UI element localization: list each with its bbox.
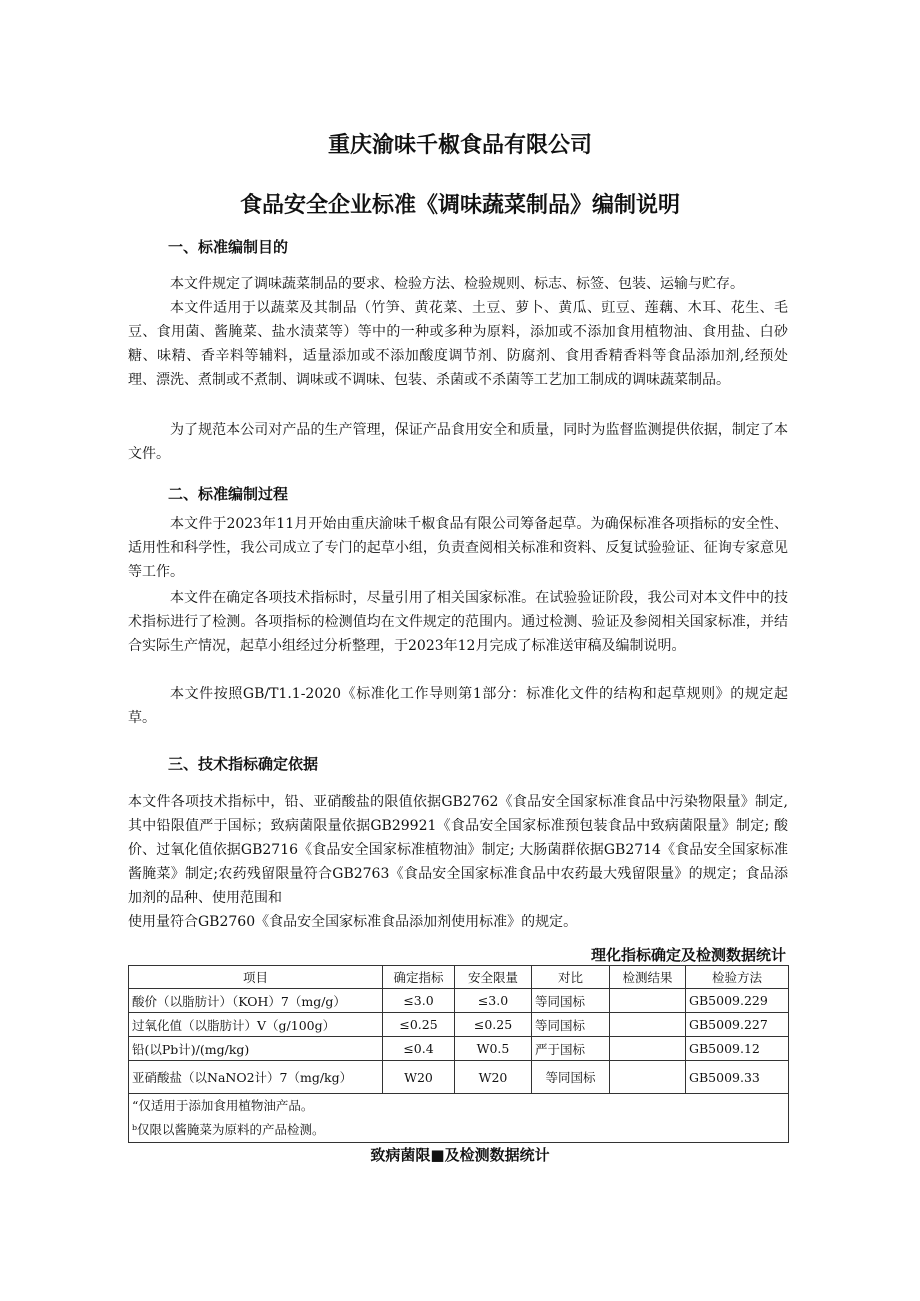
table-row bbox=[129, 1013, 789, 1037]
cell-item: 铅(以Pb计)/(mg/kg) bbox=[129, 1037, 383, 1061]
cell-spec: ≤0.25 bbox=[383, 1013, 455, 1037]
cell-limit: ≤0.25 bbox=[455, 1013, 532, 1037]
cell-item: 亚硝酸盐（以NaNO2计）7（mg/kg） bbox=[129, 1061, 383, 1094]
section-2-heading: 二、标准编制过程 bbox=[168, 485, 289, 503]
cell-limit: W20 bbox=[455, 1061, 532, 1094]
cell-limit: W0.5 bbox=[455, 1037, 532, 1061]
table-title: 理化指标确定及检测数据统计 bbox=[590, 946, 786, 964]
cell-spec: ≤0.4 bbox=[383, 1037, 455, 1061]
table-row bbox=[129, 1037, 789, 1061]
cell-item: 酸价（以脂肪计）（KOH）7（mg/g） bbox=[129, 989, 383, 1013]
header-compare: 对比 bbox=[532, 966, 610, 989]
cell-result bbox=[610, 1037, 686, 1061]
cell-limit: ≤3.0 bbox=[455, 989, 532, 1013]
cell-method: GB5009.227 bbox=[686, 1013, 789, 1037]
cell-spec: W20 bbox=[383, 1061, 455, 1094]
section-1-paragraph-3: 为了规范本公司对产品的生产管理，保证产品食用安全和质量，同时为监督监测提供依据，制定了本文件。 bbox=[128, 422, 788, 462]
section-1-paragraph-2: 本文件适用于以蔬菜及其制品（竹笋、黄花菜、土豆、萝卜、黄瓜、豇豆、莲藕、木耳、花生、毛豆、食用菌、酱腌菜、盐水渍菜等）等中的一种或多种为原料，添加或不添加食用植物油、食用盐、白砂糖、味精、香辛料等辅料，适量添加或不添加酸度调节剂、防腐剂、食用香精香料等食品添加剂,经预处理、漂洗、煮制或不煮制、调味或不调味、包装、杀菌或不杀菌等工艺加工制成的调味蔬菜制品。 bbox=[128, 300, 788, 388]
section-3-paragraph-1: 本文件各项技术指标中，铅、亚硝酸盐的限值依据GB2762《食品安全国家标准食品中污染物限量》制定,其中铅限值严于国标；致病菌限量依据GB29921《食品安全国家标准预包装食品中致病菌限量》制定; 酸价、过氧化值依据GB2716《食品安全国家标准植物油》制定; 大肠菌群依据GB2714《食品安全国家标准酱腌菜》制定;农药残留限量符合GB2763《食品安全国家标准食品中农药最大残留限量》的规定；食品添加剂的品种、使用范围和 bbox=[128, 794, 788, 906]
next-table-title: 致病菌限■及检测数据统计 bbox=[370, 1146, 550, 1164]
section-3-paragraph-2: 使用量符合GB2760《食品安全国家标准食品添加剂使用标准》的规定。 bbox=[128, 914, 578, 930]
cell-method: GB5009.33 bbox=[686, 1061, 789, 1094]
table-note-row bbox=[129, 1094, 789, 1117]
table-note-row bbox=[129, 1116, 789, 1143]
cell-result bbox=[610, 989, 686, 1013]
cell-result bbox=[610, 1013, 686, 1037]
cell-compare: 等同国标 bbox=[532, 1013, 610, 1037]
header-spec: 确定指标 bbox=[383, 966, 455, 989]
section-3-heading: 三、技术指标确定依据 bbox=[168, 755, 319, 773]
cell-compare: 等同国标 bbox=[532, 1061, 610, 1094]
cell-result bbox=[610, 1061, 686, 1094]
section-2-paragraph-1: 本文件于2023年11月开始由重庆渝味千椒食品有限公司筹备起草。为确保标准各项指标的安全性、适用性和科学性，我公司成立了专门的起草小组，负责查阅相关标准和资料、反复试验验证、征询专家意见等工作。 bbox=[128, 516, 788, 580]
section-2-paragraph-3: 本文件按照GB/T1.1-2020《标准化工作导则第1部分：标准化文件的结构和起草规则》的规定起草。 bbox=[128, 686, 788, 726]
header-item: 项目 bbox=[129, 966, 383, 989]
table-row bbox=[129, 1061, 789, 1094]
cell-spec: ≤3.0 bbox=[383, 989, 455, 1013]
header-method: 检验方法 bbox=[686, 966, 789, 989]
table-note-a: “仅适用于添加食用植物油产品。 bbox=[129, 1094, 789, 1117]
cell-compare: 等同国标 bbox=[532, 989, 610, 1013]
table-header-row bbox=[129, 966, 789, 989]
table-note-b: ᵇ仅限以酱腌菜为原料的产品检测。 bbox=[129, 1116, 789, 1143]
document-title: 食品安全企业标准《调味蔬菜制品》编制说明 bbox=[239, 193, 680, 218]
section-2-paragraph-2: 本文件在确定各项技术指标时，尽量引用了相关国家标准。在试验验证阶段，我公司对本文件中的技术指标进行了检测。各项指标的检测值均在文件规定的范围内。通过检测、验证及参阅相关国家标准，并结合实际生产情况，起草小组经过分析整理，于2023年12月完成了标准送审稿及编制说明。 bbox=[128, 590, 788, 654]
cell-method: GB5009.12 bbox=[686, 1037, 789, 1061]
header-limit: 安全限量 bbox=[455, 966, 532, 989]
physicochemical-table bbox=[128, 965, 789, 1143]
cell-compare: 严于国标 bbox=[532, 1037, 610, 1061]
header-result: 检测结果 bbox=[610, 966, 686, 989]
company-name: 重庆渝味千椒食品有限公司 bbox=[327, 133, 592, 158]
section-1-paragraph-1: 本文件规定了调味蔬菜制品的要求、检验方法、检验规则、标志、标签、包装、运输与贮存。 bbox=[170, 276, 744, 292]
table-row bbox=[129, 989, 789, 1013]
section-1-heading: 一、标准编制目的 bbox=[168, 238, 289, 256]
cell-item: 过氧化值（以脂肪计）V（g/100g） bbox=[129, 1013, 383, 1037]
cell-method: GB5009.229 bbox=[686, 989, 789, 1013]
